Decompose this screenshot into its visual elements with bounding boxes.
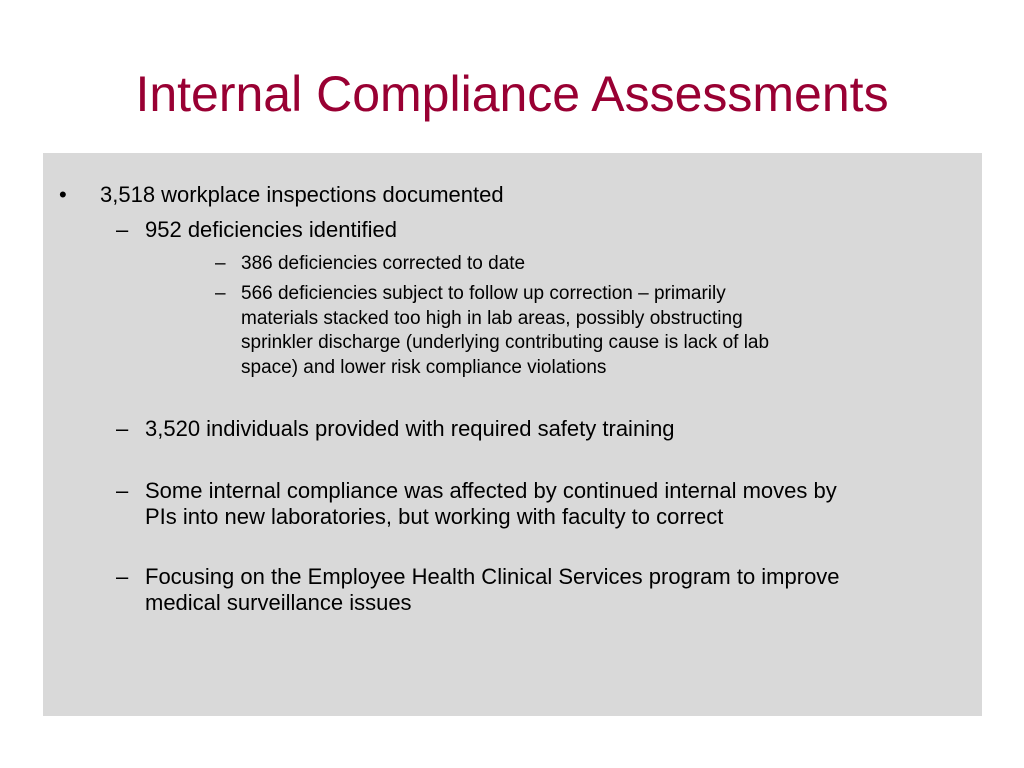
sub-bullet-text	[145, 478, 837, 530]
dash-marker: –	[116, 564, 129, 589]
sub-bullet-text: 952 deficiencies identified	[145, 217, 397, 242]
sub-sub-bullet-text	[241, 282, 769, 380]
text-line: 566 deficiencies subject to follow up correction – primarily	[241, 283, 726, 304]
text-line: PIs into new laboratories, but working with faculty to correct	[145, 504, 724, 529]
dash-marker: –	[116, 217, 129, 242]
text-line: medical surveillance issues	[145, 590, 412, 615]
sub-bullet-text	[145, 564, 840, 616]
text-line: materials stacked too high in lab areas, possibly obstructing	[241, 307, 743, 329]
text-line: Some internal compliance was affected by continued internal moves by	[145, 478, 837, 503]
sub-sub-bullet-text: 386 deficiencies corrected to date	[241, 253, 526, 274]
sub-bullet-text: 3,520 individuals provided with required safety training	[145, 416, 675, 441]
dash-marker: –	[215, 253, 226, 274]
text-line: Focusing on the Employee Health Clinical Services program to improve	[145, 564, 840, 589]
bullet-marker: •	[59, 182, 67, 207]
text-line: space) and lower risk compliance violations	[241, 356, 607, 378]
text-line: sprinkler discharge (underlying contributing cause is lack of lab	[241, 332, 770, 353]
bullet-text: 3,518 workplace inspections documented	[100, 182, 504, 207]
slide-title: Internal Compliance Assessments	[135, 66, 889, 122]
dash-marker: –	[215, 283, 226, 304]
dash-marker: –	[116, 416, 129, 441]
dash-marker: –	[116, 478, 129, 503]
content-box	[43, 153, 982, 716]
